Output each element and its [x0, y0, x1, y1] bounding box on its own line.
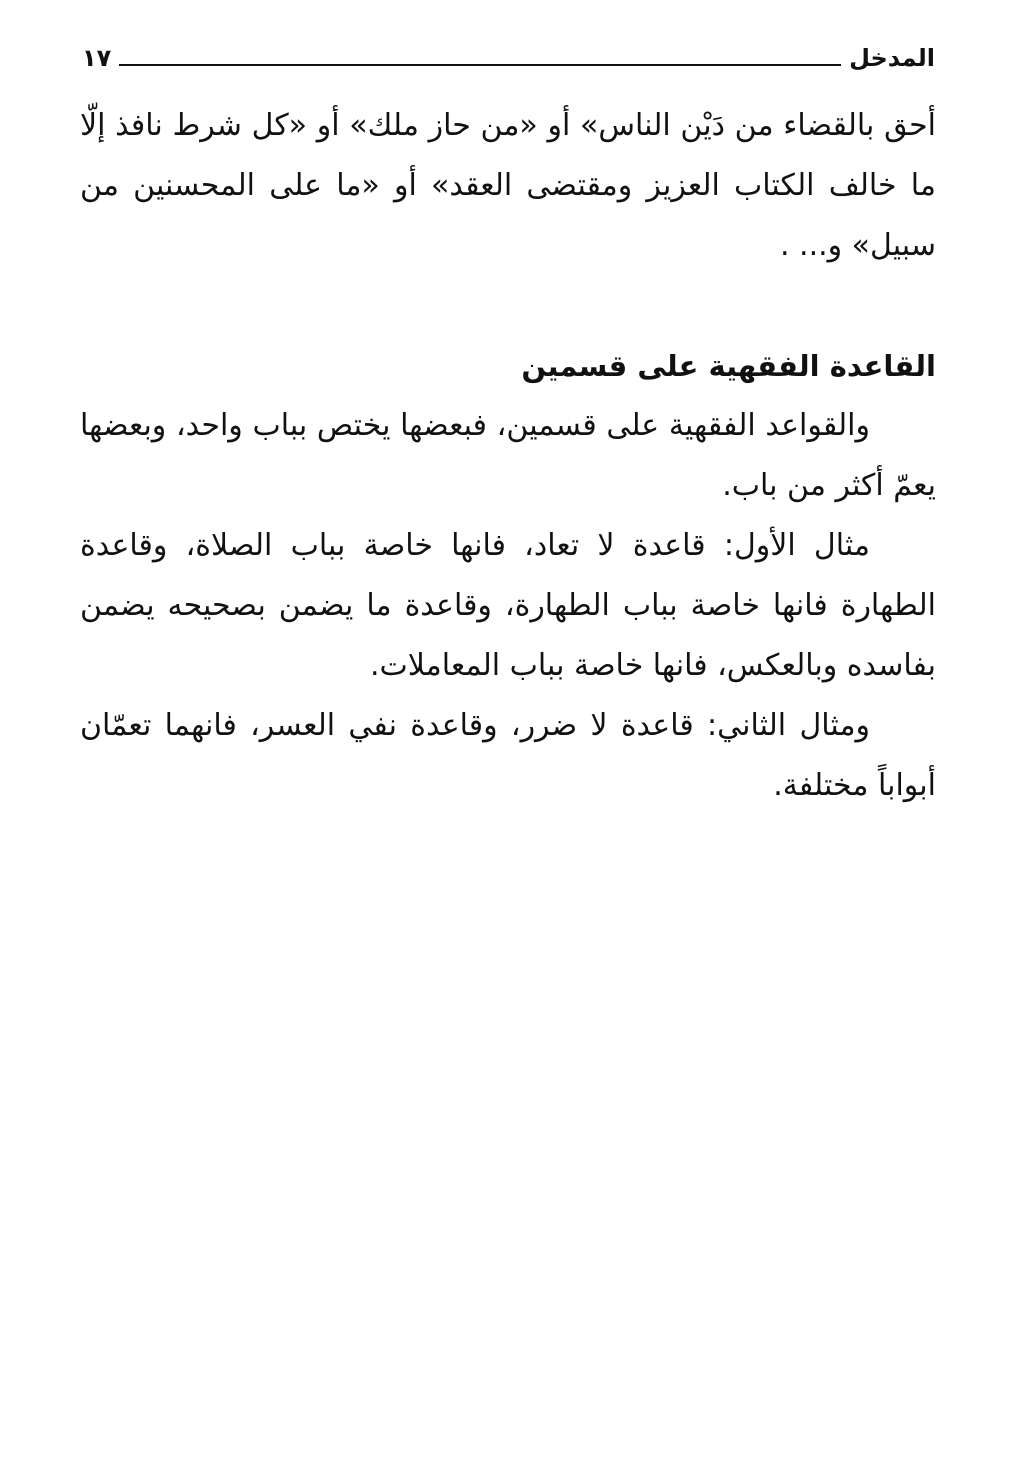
page-header [82, 38, 935, 78]
paragraph-3: ومثال الثاني: قاعدة لا ضرر، وقاعدة نفي العسر، فانهما تعمّان أبواباً مختلفة. [80, 708, 936, 803]
page-number: ١٧ [82, 44, 112, 72]
paragraph-2: مثال الأول: قاعدة لا تعاد، فانها خاصة بباب الصلاة، وقاعدة الطهارة فانها خاصة بباب الطهارة، وقاعدة ما يضمن بصحيحه يضمن بفاسده وبالعكس، فانها خاصة بباب المعاملات. [80, 528, 936, 683]
paragraph-1: والقواعد الفقهية على قسمين، فبعضها يختص بباب واحد، وبعضها يعمّ أكثر من باب. [80, 408, 936, 503]
intro-paragraph: أحق بالقضاء من دَيْن الناس» أو «من حاز ملك» أو «كل شرط نافذ إلّا ما خالف الكتاب العزيز ومقتضى العقد» أو «ما على المحسنين من سبيل» و... . [80, 108, 936, 263]
header-rule [119, 64, 841, 66]
page-body [80, 96, 936, 816]
running-title: المدخل [849, 44, 935, 72]
section-heading: القاعدة الفقهية على قسمين [521, 349, 936, 383]
